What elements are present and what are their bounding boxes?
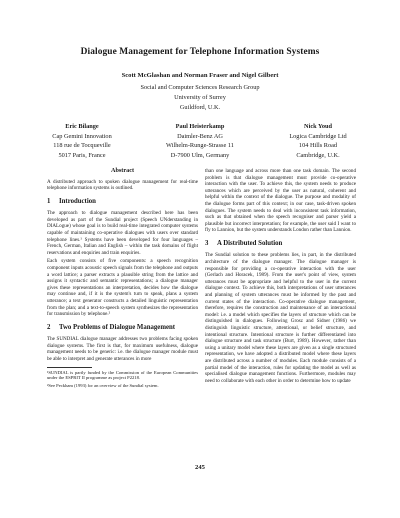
section-heading xyxy=(47,198,198,207)
co-author-name: Nick Youd xyxy=(304,123,332,130)
co-author-line: Daimler-Benz AG xyxy=(177,132,223,140)
co-author-block xyxy=(22,122,142,160)
co-author-line: D-7900 Ulm, Germany xyxy=(170,151,230,159)
co-author-line: Wilhelm-Runge-Strasse 11 xyxy=(166,142,234,150)
right-column xyxy=(205,168,356,386)
section-title: A Distributed Solution xyxy=(217,239,283,247)
affiliation-line: Social and Computer Sciences Research Group xyxy=(140,84,260,91)
page-number: 245 xyxy=(195,464,205,471)
co-author-line: 104 Hills Road xyxy=(298,142,338,150)
abstract-heading: Abstract xyxy=(110,167,135,174)
co-author-line: Cap Gemini Innovation xyxy=(52,132,112,140)
affiliation-line: University of Surrey xyxy=(174,94,226,101)
footnote: ¹SUNDIAL is partly funded by the Commission of the European Communities under the ESPRIT II programme as project P2218. xyxy=(47,369,198,381)
section-heading xyxy=(205,240,356,249)
footnote: ²See Peckham (1993) for an overview of the Sundial system. xyxy=(47,383,159,389)
co-author-line: Logica Cambridge Ltd xyxy=(289,132,347,140)
co-author-line: 5017 Paris, France xyxy=(58,151,106,159)
main-authors: Scott McGlashan and Norman Fraser and Nigel Gilbert xyxy=(121,72,279,79)
section-heading xyxy=(47,324,198,333)
co-author-name: Paul Heisterkamp xyxy=(175,123,225,130)
co-author-line: Cambridge, U.K. xyxy=(296,151,340,159)
co-author-line: 118 rue de Tocqueville xyxy=(53,142,111,150)
paper-title: Dialogue Management for Telephone Information Systems xyxy=(80,47,320,57)
co-author-block xyxy=(258,122,378,160)
abstract-text: A distributed approach to spoken dialogue management for real-time telephone information systems is outlined. xyxy=(47,178,198,192)
left-column xyxy=(47,168,198,391)
body-paragraph: than one language and across more than one task domain. The second problem is that dialogue management must provide co-operative interaction with the user. To achieve this, the system needs to produce utterances which are perceived by the user as natural, coherent and helpful within the context of the dialogue. The purpose and modality of the dialogue forms part of this context; in our case, task-driven spoken dialogues. The system needs to deal with inconsistent task information, such as that obtained when the speech recogniser and parser yield a plausible but incorrect interpretation; for example, the user said I want to fly to Lannion, but the system understands London rather than Lannion. xyxy=(205,168,356,234)
co-author-block xyxy=(140,122,260,160)
section-number: 1 xyxy=(47,197,51,205)
body-paragraph: Each system consists of five components: a speech recognition component inputs acoustic speech signals from the telephone and outputs a word lattice; a parser extracts a plausible string from the lattice and assigns it syntactic and semantic representations; a dialogue manager gives these representations an interpretation, decides how the dialogue may continue and, if it is the system's turn to speak, plans a system utterance; a text generator constructs a detailed linguistic representation from the plan; and a text-to-speech system synthesizes the representation for transmission by telephone.² xyxy=(47,258,198,318)
section-title: Introduction xyxy=(59,197,96,205)
section-number: 2 xyxy=(47,323,51,331)
body-paragraph: The approach to dialogue management described here has been developed as part of the Sundial project (Speech UNderstanding in DIALogue) whose goal is to build real-time integrated computer systems capable of maintaining co-operative dialogues with users over standard telephone lines.¹ Systems have been developed for four languages – French, German, Italian and English – within the task domains of flight reservations and enquiries and train enquiries. xyxy=(47,210,198,256)
section-number: 3 xyxy=(205,239,209,247)
body-paragraph: The SUNDIAL dialogue manager addresses two problems facing spoken dialogue systems. The first is that, for maximum usefulness, dialogue management needs to be generic: i.e. the dialogue manager module must be able to interpret and generate utterances in more xyxy=(47,336,198,363)
section-title: Two Problems of Dialogue Management xyxy=(59,323,176,331)
footnote-rule xyxy=(47,367,92,368)
affiliation-line: Guildford, U.K. xyxy=(179,104,221,111)
body-paragraph: The Sundial solution to these problems lies, in part, in the distributed architecture of the dialogue manager. The dialogue manager is responsible for providing a co-operative interaction with the user (Gerlach and Horacek, 1989). From the user's point of view, system utterances must be appropriate and helpful to the user in the current dialogue context. To achieve this, both interpretations of user utterances and planning of system utterances must be informed by the past and current states of the interaction. Co-operative dialogue management, therefore, requires the construction and maintenance of an interactional model: i.e. a model which specifies the layers of structure which can be distinguished in dialogues. Following Grosz and Sidner (1986) we distinguish linguistic structure, attentional, or belief structure, and intentional structure. Intentional structure is further differentiated into dialogue structure and task structure (Burt, 1989). However, rather than using a unitary model where these layers are given as a single structured representation, we have adopted a distributed model where these layers are distributed across a number of modules. Each module consists of a partial model of the interaction, rules for updating the model as well as specialised dialogue management functions. Furthermore, modules may need to collaborate with each other in order to determine how to update xyxy=(205,252,356,384)
co-author-name: Eric Bilange xyxy=(65,123,99,130)
